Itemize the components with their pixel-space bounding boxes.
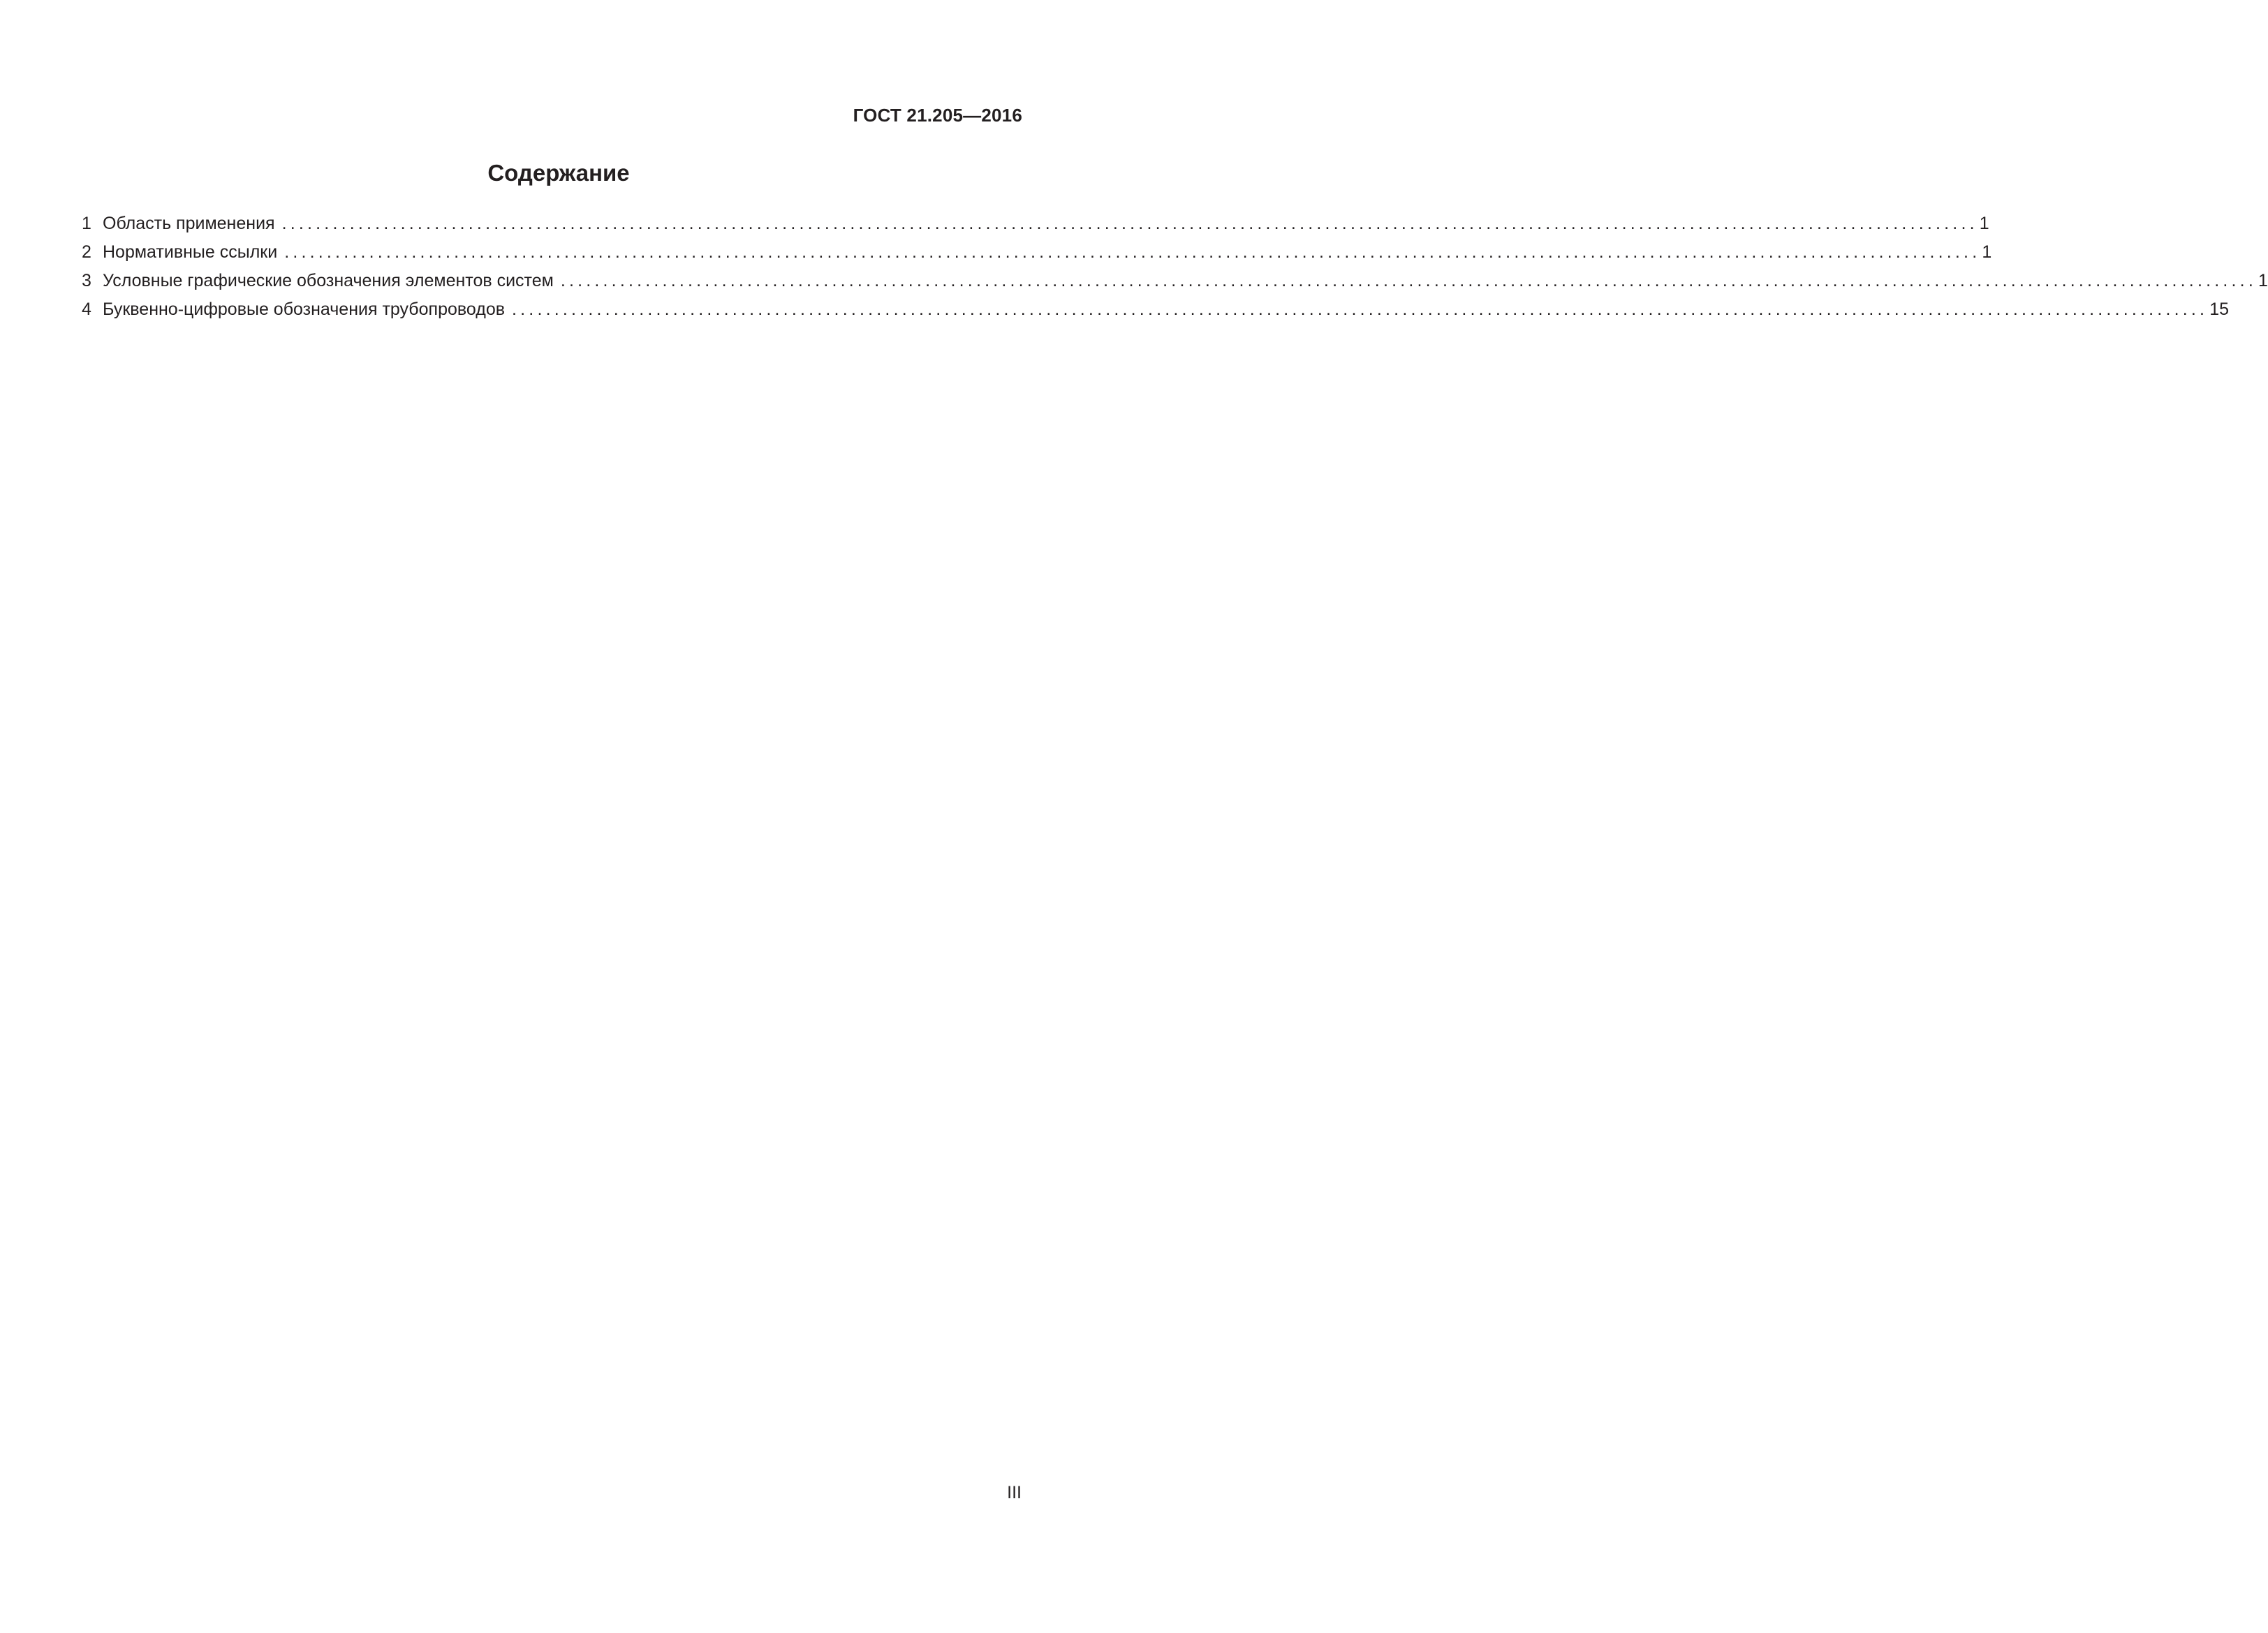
toc-entry-page: 1 xyxy=(1979,214,1989,233)
toc-dot-leader: ........................................................................................................................................................................................................ xyxy=(284,242,1981,262)
toc-entry-page: 15 xyxy=(2209,300,2229,319)
toc-entry-text: Буквенно-цифровые обозначения трубопроводов xyxy=(103,300,506,319)
toc-entry-text: Условные графические обозначения элементов систем xyxy=(103,271,554,290)
toc-entry-number: 4 xyxy=(82,300,91,319)
toc-entry-scope[interactable] xyxy=(82,212,1989,240)
toc-entry-normative-references[interactable] xyxy=(82,240,1992,269)
table-of-contents xyxy=(82,212,2268,326)
toc-entry-graphic-symbols[interactable] xyxy=(82,269,2268,297)
toc-entry-number: 3 xyxy=(82,271,91,290)
document-code: ГОСТ 21.205—2016 xyxy=(853,105,1022,126)
toc-entry-page: 1 xyxy=(1982,242,1992,262)
toc-entry-text: Область применения xyxy=(103,214,275,233)
toc-entry-number: 1 xyxy=(82,214,91,233)
toc-title: Содержание xyxy=(487,160,630,186)
toc-dot-leader: ........................................................................................................................................................................................................ xyxy=(281,214,1978,233)
toc-entry-text: Нормативные ссылки xyxy=(103,242,278,262)
toc-entry-page: 1 xyxy=(2258,271,2268,290)
toc-entry-number: 2 xyxy=(82,242,91,262)
toc-dot-leader: ........................................................................................................................................................................................................ xyxy=(512,300,2209,319)
toc-entry-pipeline-designations[interactable] xyxy=(82,297,2229,326)
page-number: III xyxy=(1007,1483,1022,1502)
toc-dot-leader: ........................................................................................................................................................................................................ xyxy=(560,271,2257,290)
